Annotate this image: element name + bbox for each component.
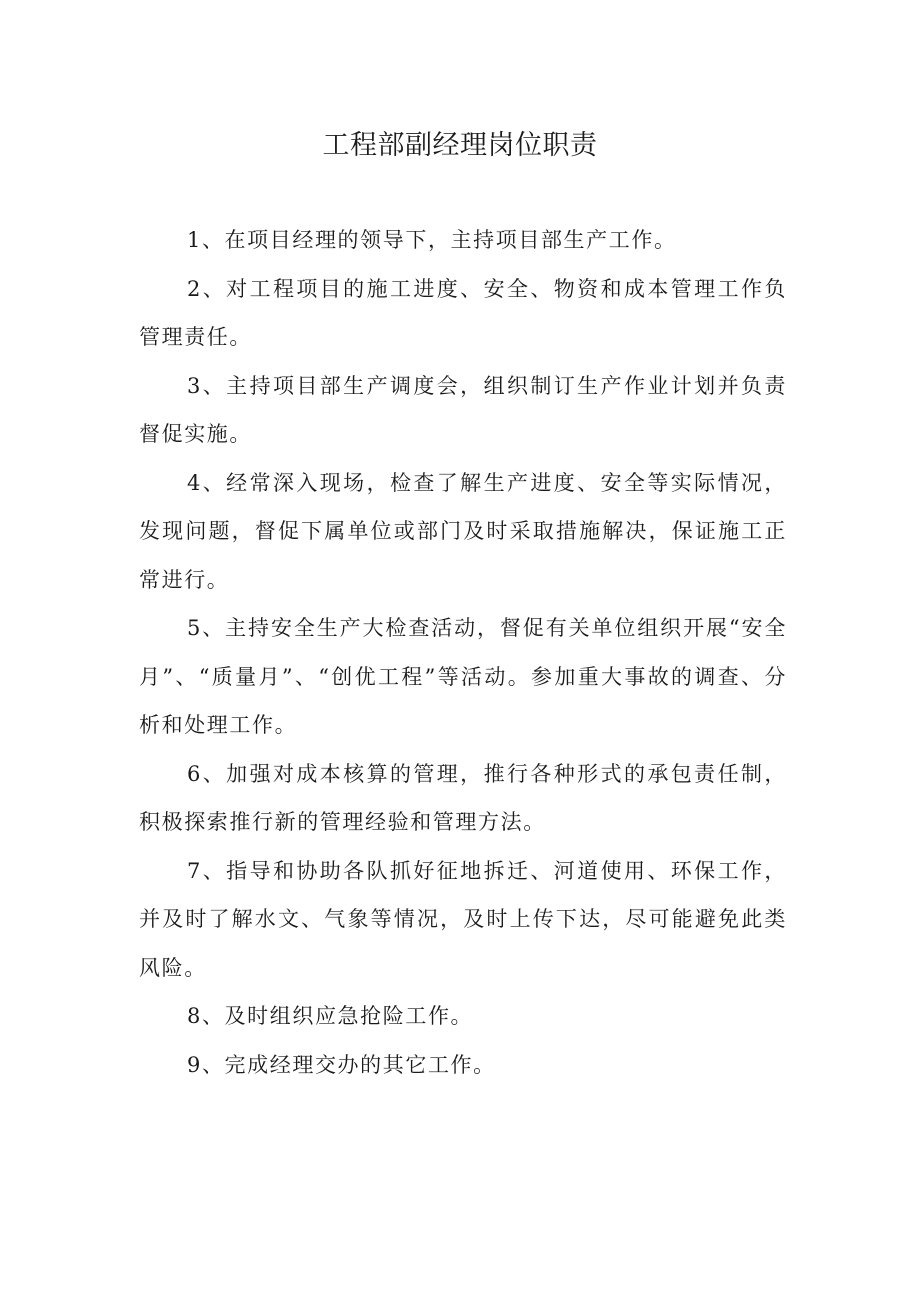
document-title: 工程部副经理岗位职责 [322, 130, 598, 161]
duty-item-2: 2、对工程项目的施工进度、安全、物资和成本管理工作负管理责任。 [139, 276, 787, 349]
duty-item-4: 4、经常深入现场，检查了解生产进度、安全等实际情况，发现问题，督促下属单位或部门及时采取措施解决，保证施工正常进行。 [139, 470, 787, 592]
duty-item-6: 6、加强对成本核算的管理，推行各种形式的承包责任制，积极探索推行新的管理经验和管理方法。 [139, 761, 787, 834]
duty-item-9: 9、完成经理交办的其它工作。 [187, 1052, 496, 1077]
duty-item-7: 7、指导和协助各队抓好征地拆迁、河道使用、环保工作，并及时了解水文、气象等情况，及时上传下达，尽可能避免此类风险。 [139, 858, 787, 980]
duty-item-5: 5、主持安全生产大检查活动，督促有关单位组织开展“安全月”、“质量月”、“创优工程”等活动。参加重大事故的调查、分析和处理工作。 [139, 616, 787, 737]
duty-item-3: 3、主持项目部生产调度会，组织制订生产作业计划并负责督促实施。 [139, 373, 787, 446]
duty-item-1: 1、在项目经理的领导下，主持项目部生产工作。 [187, 228, 677, 252]
duty-list [139, 216, 787, 1089]
duty-item-8: 8、及时组织应急抢险工作。 [187, 1004, 474, 1028]
